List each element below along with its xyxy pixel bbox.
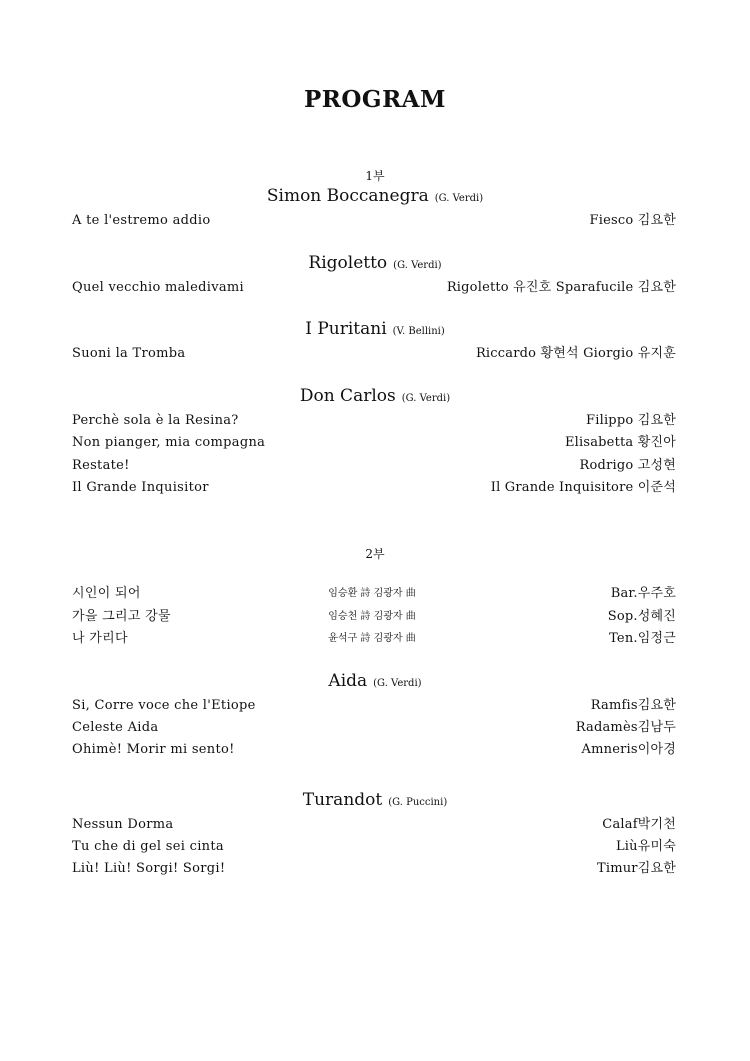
- opera-composer: (G. Verdi): [434, 193, 484, 204]
- performer: Sop.성혜진: [607, 609, 676, 624]
- performer: Ramfis김요한: [590, 698, 676, 713]
- performer: Bar.우주호: [610, 586, 676, 601]
- piece-title: Nessun Dorma: [72, 817, 174, 832]
- performer: Rodrigo 고성현: [579, 458, 676, 473]
- piece-title: Liù! Liù! Sorgi! Sorgi!: [72, 861, 226, 876]
- piece-title: Tu che di gel sei cinta: [72, 839, 224, 854]
- opera-title: [0, 186, 750, 206]
- performer: Filippo 김요한: [586, 413, 676, 428]
- performer: Il Grande Inquisitore 이준석: [490, 480, 676, 495]
- song-credit: 임승천 詩 김광자 曲: [328, 611, 416, 622]
- piece-title: Quel vecchio maledivami: [72, 280, 244, 295]
- program-row: [72, 211, 676, 231]
- program-row: [72, 478, 676, 498]
- performer: Calaf박기천: [602, 817, 676, 832]
- program-row: [72, 344, 676, 364]
- performer: Elisabetta 황진아: [564, 435, 676, 450]
- part-1-label: 1부: [365, 169, 385, 183]
- opera-composer: (G. Verdi): [393, 260, 442, 271]
- program-row: [72, 859, 676, 879]
- performer: Riccardo 황현석 Giorgio 유지훈: [475, 346, 676, 361]
- opera-title: [0, 671, 750, 691]
- piece-title: 가을 그리고 강물: [72, 609, 171, 624]
- performer: Timur김요한: [596, 861, 676, 876]
- opera-name: Don Carlos: [299, 386, 396, 406]
- piece-title: Celeste Aida: [72, 720, 159, 735]
- program-row: [72, 718, 676, 738]
- piece-title: Perchè sola è la Resina?: [72, 413, 239, 428]
- program-row: [72, 837, 676, 857]
- opera-name: Simon Boccanegra: [266, 186, 429, 206]
- song-credit: 윤석구 詩 김광자 曲: [328, 633, 416, 644]
- song-row: [72, 629, 676, 649]
- opera-composer: (G. Verdi): [373, 678, 422, 689]
- performer: Fiesco 김요한: [589, 213, 676, 228]
- opera-title: [0, 790, 750, 810]
- song-credit: 임승환 詩 김광자 曲: [328, 588, 416, 599]
- piece-title: Suoni la Tromba: [72, 346, 186, 361]
- song-row: [72, 607, 676, 627]
- opera-title: [0, 319, 750, 339]
- piece-title: A te l'estremo addio: [72, 213, 211, 228]
- performer: Amneris이아경: [581, 742, 676, 757]
- program-row: [72, 740, 676, 760]
- performer: Radamès김남두: [575, 720, 676, 735]
- piece-title: Non pianger, mia compagna: [72, 435, 266, 450]
- opera-composer: (G. Puccini): [388, 797, 448, 808]
- performer: Liù유미숙: [615, 839, 676, 854]
- opera-title: [0, 386, 750, 406]
- piece-title: 나 가리다: [72, 631, 128, 646]
- performer: Ten.임정근: [609, 631, 676, 646]
- part-2-label: 2부: [365, 547, 385, 561]
- piece-title: Il Grande Inquisitor: [72, 480, 209, 495]
- song-row: [72, 584, 676, 604]
- piece-title: 시인이 되어: [72, 586, 141, 601]
- opera-title: [0, 253, 750, 273]
- opera-composer: (G. Verdi): [401, 393, 451, 404]
- opera-name: Aida: [328, 671, 368, 691]
- program-row: [72, 433, 676, 453]
- piece-title: Ohimè! Morir mi sento!: [72, 742, 235, 757]
- opera-name: Rigoletto: [308, 253, 388, 273]
- piece-title: Restate!: [72, 458, 130, 473]
- program-row: [72, 456, 676, 476]
- program-row: [72, 696, 676, 716]
- piece-title: Si, Corre voce che l'Etiope: [72, 698, 256, 713]
- opera-name: Turandot: [302, 790, 383, 810]
- page-title: PROGRAM: [303, 86, 446, 113]
- program-row: [72, 278, 676, 298]
- program-row: [72, 815, 676, 835]
- performer: Rigoletto 유진호 Sparafucile 김요한: [446, 280, 676, 295]
- opera-name: I Puritani: [305, 319, 387, 339]
- program-row: [72, 411, 676, 431]
- opera-composer: (V. Bellini): [392, 326, 445, 337]
